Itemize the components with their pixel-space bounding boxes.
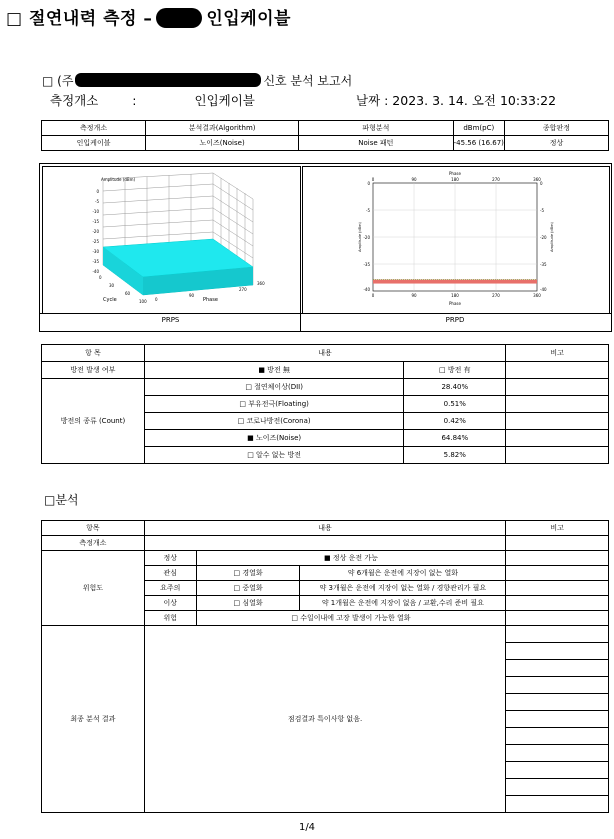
note-cell [506, 660, 609, 677]
type-label: 방전의 종류 (Count) [42, 379, 145, 464]
risk-desc: ■ 정상 운전 가능 [196, 551, 506, 566]
prps-axis-title: Amplitude (dBm) [101, 177, 136, 182]
risk-check: □ 경열화 [196, 566, 300, 581]
prpd-chart [302, 166, 610, 314]
prpd-x-tick: 180 [451, 293, 459, 298]
type-value: 5.82% [404, 447, 506, 464]
summary-cell: Noise 패턴 [299, 136, 454, 151]
note-cell [506, 581, 609, 596]
type-name: ■ 노이즈(Noise) [144, 430, 404, 447]
note-cell [506, 779, 609, 796]
summary-header-cell: 분석결과(Algorithm) [146, 121, 299, 136]
analysis-location-row [42, 536, 609, 551]
summary-cell: 노이즈(Noise) [146, 136, 299, 151]
prpd-x-tick: 0 [371, 293, 375, 298]
location-line [50, 91, 255, 109]
prps-cycle-tick: 100 [139, 299, 147, 304]
prpd-x-tick: 90 [411, 293, 417, 298]
prpd-right-ticks [540, 181, 547, 292]
risk-desc: □ 수일이내에 고장 발생이 가능한 열화 [196, 611, 506, 626]
summary-cell: 인입케이블 [42, 136, 146, 151]
chart-caption-separator [300, 313, 301, 331]
note-cell [506, 796, 609, 813]
prpd-y-tick: 0 [540, 181, 543, 186]
note-cell [506, 362, 609, 379]
prpd-noise-band [373, 280, 537, 284]
prpd-y-tick: -5 [366, 208, 370, 213]
type-value: 0.42% [404, 413, 506, 430]
redaction-mark [75, 73, 261, 87]
note-cell [506, 566, 609, 581]
prpd-x-tick: 180 [451, 177, 459, 182]
prpd-x-tick: 360 [533, 293, 541, 298]
prps-svg [43, 167, 300, 313]
prpd-top-ticks [372, 177, 542, 182]
note-cell [506, 611, 609, 626]
prps-z-tick: -15 [92, 219, 99, 224]
final-result-row [42, 626, 609, 643]
prpd-y-tick: -35 [540, 262, 547, 267]
header-content: 내용 [144, 345, 505, 362]
type-name: □ 부유전극(Floating) [144, 396, 404, 413]
note-cell [506, 626, 609, 643]
summary-header-cell: 측정개소 [42, 121, 146, 136]
risk-desc: 약 1개월은 운전에 지장이 없음 / 교환,수리 준비 필요 [300, 596, 506, 611]
summary-cell: -45.56 (16.67) [453, 136, 504, 151]
final-text: 점검결과 특이사항 없음. [144, 626, 505, 813]
prpd-caption: PRPD [445, 316, 465, 324]
title-prefix: □ 절연내력 측정 – [6, 9, 153, 29]
company-prefix: □ (주 [42, 74, 74, 88]
note-cell [506, 745, 609, 762]
header-note: 비고 [506, 521, 609, 536]
title-suffix: 인입케이블 [206, 9, 291, 29]
prpd-x-tick: 270 [492, 293, 500, 298]
summary-header-row [42, 121, 609, 136]
summary-header-cell: dBm(pC) [453, 121, 504, 136]
occurrence-label: 방전 발생 여부 [42, 362, 145, 379]
discharge-table [41, 344, 609, 464]
prps-z-tick: -10 [92, 209, 99, 214]
prpd-x-tick: 0 [371, 177, 375, 182]
prpd-y-tick: -20 [540, 235, 547, 240]
prpd-x-tick: 270 [492, 177, 500, 182]
prpd-y-tick: -20 [363, 235, 370, 240]
prpd-svg [303, 167, 609, 313]
chart-caption-divider [40, 313, 611, 314]
analysis-table [41, 520, 609, 813]
location-value: 인입케이블 [194, 93, 255, 108]
risk-level: 정상 [144, 551, 196, 566]
type-name: □ 코로나방전(Corona) [144, 413, 404, 430]
prps-caption: PRPS [161, 316, 180, 324]
risk-check: □ 심열화 [196, 596, 300, 611]
risk-level: 위험 [144, 611, 196, 626]
prps-phase-label: Phase [203, 297, 218, 303]
prps-phase-tick: 90 [189, 293, 195, 298]
note-cell [506, 447, 609, 464]
prps-cycle-tick: 0 [99, 275, 102, 280]
prps-z-tick: -25 [92, 239, 99, 244]
note-cell [506, 396, 609, 413]
note-cell [506, 694, 609, 711]
header-item: 항목 [42, 521, 145, 536]
discharge-occurrence-row [42, 362, 609, 379]
type-name: □ 알수 없는 방전 [144, 447, 404, 464]
note-cell [506, 536, 609, 551]
prps-z-tick: -35 [92, 259, 99, 264]
type-value: 0.51% [404, 396, 506, 413]
no-discharge-checkbox: ■ 방전 無 [144, 362, 404, 379]
header-note: 비고 [506, 345, 609, 362]
prpd-y-tick: -40 [363, 287, 370, 292]
type-value: 28.40% [404, 379, 506, 396]
risk-level: 관심 [144, 566, 196, 581]
location-label: 측정개소 [50, 93, 99, 108]
note-cell [506, 413, 609, 430]
note-cell [506, 643, 609, 660]
report-heading [42, 72, 352, 89]
prpd-right-label: Amplitude (dBm) [550, 222, 554, 252]
note-cell [506, 711, 609, 728]
analysis-section-title: □분석 [44, 493, 79, 507]
summary-cell: 정상 [504, 136, 608, 151]
analysis-header-row [42, 521, 609, 536]
prpd-left-label: Amplitude (dBm) [358, 222, 362, 252]
prpd-y-tick: -35 [363, 262, 370, 267]
note-cell [506, 677, 609, 694]
prpd-top-title: Phase [449, 171, 461, 176]
prps-phase-tick: 0 [155, 297, 158, 302]
summary-table [41, 120, 609, 151]
page-number: 1/4 [298, 822, 316, 833]
type-name: □ 절연체이상(DII) [144, 379, 404, 396]
risk-level: 이상 [144, 596, 196, 611]
discharge-type-row [42, 379, 609, 396]
prpd-y-tick: -5 [540, 208, 544, 213]
redaction-mark [156, 8, 202, 28]
prpd-bottom-ticks [372, 293, 542, 298]
prps-cycle-tick: 60 [125, 291, 131, 296]
prps-z-tick: -5 [95, 199, 99, 204]
risk-label: 위험도 [42, 551, 145, 626]
discharge-header-row [42, 345, 609, 362]
location-row-label: 측정개소 [42, 536, 145, 551]
note-cell [506, 762, 609, 779]
note-cell [506, 728, 609, 745]
report-title: 신호 분석 보고서 [263, 74, 353, 88]
chart-panel [39, 163, 612, 332]
prps-z-tick: 0 [96, 189, 99, 194]
prpd-x-tick: 360 [533, 177, 541, 182]
prps-cycle-label: Cycle [103, 297, 117, 303]
prps-z-tick: -20 [92, 229, 99, 234]
yes-discharge-checkbox: □ 방전 有 [404, 362, 506, 379]
prpd-bottom-title: Phase [449, 301, 461, 306]
type-value: 64.84% [404, 430, 506, 447]
page-title [6, 4, 291, 29]
header-item: 항 목 [42, 345, 145, 362]
prps-z-tick: -40 [92, 269, 99, 274]
prps-phase-tick: 270 [239, 287, 247, 292]
note-cell [506, 379, 609, 396]
prpd-left-ticks [363, 181, 370, 292]
prps-phase-tick: 360 [257, 281, 265, 286]
risk-desc: 약 6개월은 운전에 지장이 없는 열화 [300, 566, 506, 581]
prpd-y-tick: 0 [367, 181, 370, 186]
risk-desc: 약 3개월은 운전에 지장이 없는 열화 / 경향관리가 필요 [300, 581, 506, 596]
prps-chart [42, 166, 301, 314]
summary-data-row [42, 136, 609, 151]
risk-level: 요주의 [144, 581, 196, 596]
summary-header-cell: 종합판정 [504, 121, 608, 136]
location-row-value [144, 536, 505, 551]
summary-header-cell: 파형분석 [299, 121, 454, 136]
report-date: 날짜 : 2023. 3. 14. 오전 10:33:22 [356, 93, 557, 108]
header-content: 내용 [144, 521, 505, 536]
prps-z-ticks [92, 189, 99, 274]
prps-cycle-tick: 30 [109, 283, 115, 288]
note-cell [506, 551, 609, 566]
risk-row [42, 551, 609, 566]
prpd-x-tick: 90 [411, 177, 417, 182]
prps-z-tick: -30 [92, 249, 99, 254]
location-colon: : [132, 93, 137, 108]
final-label: 최종 분석 결과 [42, 626, 145, 813]
note-cell [506, 596, 609, 611]
risk-check: □ 중열화 [196, 581, 300, 596]
note-cell [506, 430, 609, 447]
prpd-y-tick: -40 [540, 287, 547, 292]
